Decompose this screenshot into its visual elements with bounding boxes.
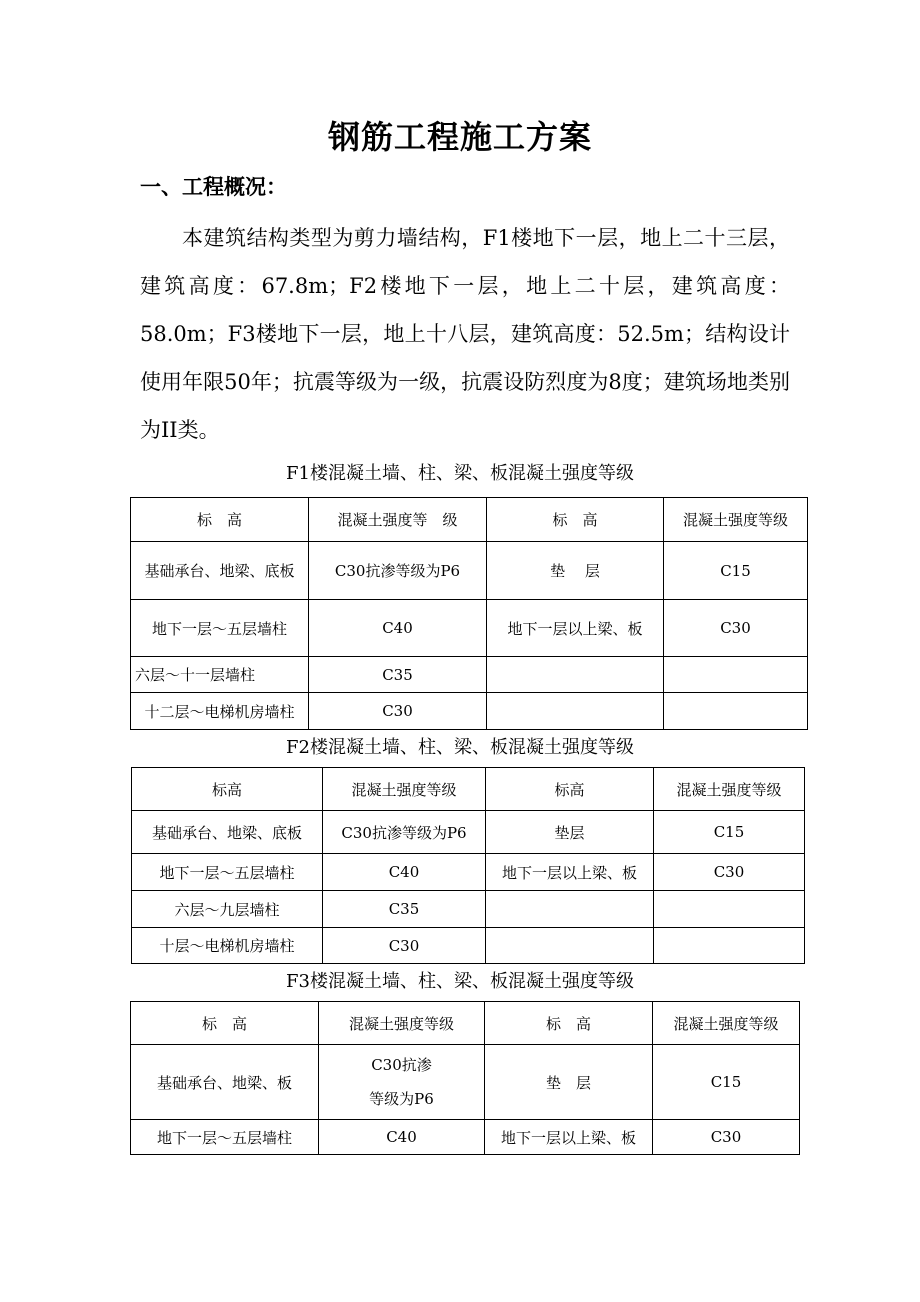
table-cell: 基础承台、地梁、底板: [132, 811, 323, 854]
table-cell: C40: [319, 1120, 485, 1155]
table-cell: 垫 层: [487, 542, 664, 600]
table-cell: C30: [309, 693, 487, 730]
table-cell: [654, 928, 805, 964]
table-cell: C15: [664, 542, 808, 600]
f2-table-caption: F2楼混凝土墙、柱、梁、板混凝土强度等级: [286, 737, 634, 758]
header-cell: 混凝土强度等级: [319, 1002, 485, 1045]
table-cell: 十层～电梯机房墙柱: [132, 928, 323, 964]
table-cell: C35: [323, 891, 486, 928]
header-cell: 标高: [132, 768, 323, 811]
cell-line: 等级为P6: [369, 1090, 434, 1108]
table-cell: C30: [653, 1120, 800, 1155]
table-cell: [319, 1045, 485, 1120]
f1-table-caption: F1楼混凝土墙、柱、梁、板混凝土强度等级: [286, 463, 634, 484]
header-cell: 混凝土强度等级: [654, 768, 805, 811]
header-cell: 标 高: [131, 498, 309, 542]
table-cell: 基础承台、地梁、底板: [131, 542, 309, 600]
header-cell: 混凝土强度等级: [323, 768, 486, 811]
table-cell: [654, 891, 805, 928]
table-cell: [486, 891, 654, 928]
table-header-row: [131, 1002, 800, 1045]
table-row: [131, 693, 808, 730]
header-cell: 标 高: [131, 1002, 319, 1045]
header-cell: 混凝土强度等级: [664, 498, 808, 542]
table-cell: C30抗渗等级为P6: [309, 542, 487, 600]
table-cell: [487, 657, 664, 693]
table-cell: 六层～九层墙柱: [132, 891, 323, 928]
table-cell: [664, 657, 808, 693]
table-cell: C35: [309, 657, 487, 693]
table-cell: [486, 928, 654, 964]
document-title: 钢筋工程施工方案: [327, 118, 592, 156]
table-cell: C15: [654, 811, 805, 854]
table-cell: 垫 层: [485, 1045, 653, 1120]
table-row: [131, 1045, 800, 1120]
table-cell: 地下一层以上梁、板: [485, 1120, 653, 1155]
table-cell: [487, 693, 664, 730]
table-row: [131, 1120, 800, 1155]
table-row: [132, 928, 805, 964]
table-row: [132, 891, 805, 928]
table-cell: 地下一层～五层墙柱: [131, 600, 309, 657]
table-cell: 六层～十一层墙柱: [131, 657, 309, 693]
table-cell: C30抗渗等级为P6: [323, 811, 486, 854]
section-heading: 一、工程概况：: [140, 174, 287, 199]
header-cell: 混凝土强度等级: [653, 1002, 800, 1045]
table-cell: C30: [654, 854, 805, 891]
table-cell: 十二层～电梯机房墙柱: [131, 693, 309, 730]
table-cell: C40: [309, 600, 487, 657]
table-header-row: [131, 498, 808, 542]
table-cell: C30: [323, 928, 486, 964]
f3-strength-table: [130, 1001, 800, 1155]
table-cell: C30: [664, 600, 808, 657]
table-cell: C40: [323, 854, 486, 891]
table-row: [131, 657, 808, 693]
header-cell: 标高: [486, 768, 654, 811]
table-row: [132, 811, 805, 854]
f3-table-caption: F3楼混凝土墙、柱、梁、板混凝土强度等级: [286, 971, 634, 992]
table-cell: C15: [653, 1045, 800, 1120]
table-row: [132, 854, 805, 891]
header-cell: 标 高: [487, 498, 664, 542]
header-cell: 标 高: [485, 1002, 653, 1045]
cell-line: C30抗渗: [371, 1056, 432, 1074]
overview-paragraph: 本建筑结构类型为剪力墙结构，F1楼地下一层，地上二十三层，建筑高度：67.8m；F2楼地下一层，地上二十层，建筑高度：58.0m；F3楼地下一层，地上十八层，建筑高度：52.5m；结构设计使用年限50年；抗震等级为一级，抗震设防烈度为8度；建筑场地类别为II类。: [140, 226, 790, 442]
table-cell: 地下一层以上梁、板: [487, 600, 664, 657]
table-cell: 地下一层以上梁、板: [486, 854, 654, 891]
table-cell: [664, 693, 808, 730]
header-cell: 混凝土强度等 级: [309, 498, 487, 542]
table-header-row: [132, 768, 805, 811]
table-cell: 基础承台、地梁、板: [131, 1045, 319, 1120]
table-cell: 地下一层～五层墙柱: [132, 854, 323, 891]
table-cell: 垫层: [486, 811, 654, 854]
table-row: [131, 542, 808, 600]
f1-strength-table: [130, 497, 808, 730]
table-row: [131, 600, 808, 657]
table-cell: 地下一层～五层墙柱: [131, 1120, 319, 1155]
f2-strength-table: [131, 767, 805, 964]
